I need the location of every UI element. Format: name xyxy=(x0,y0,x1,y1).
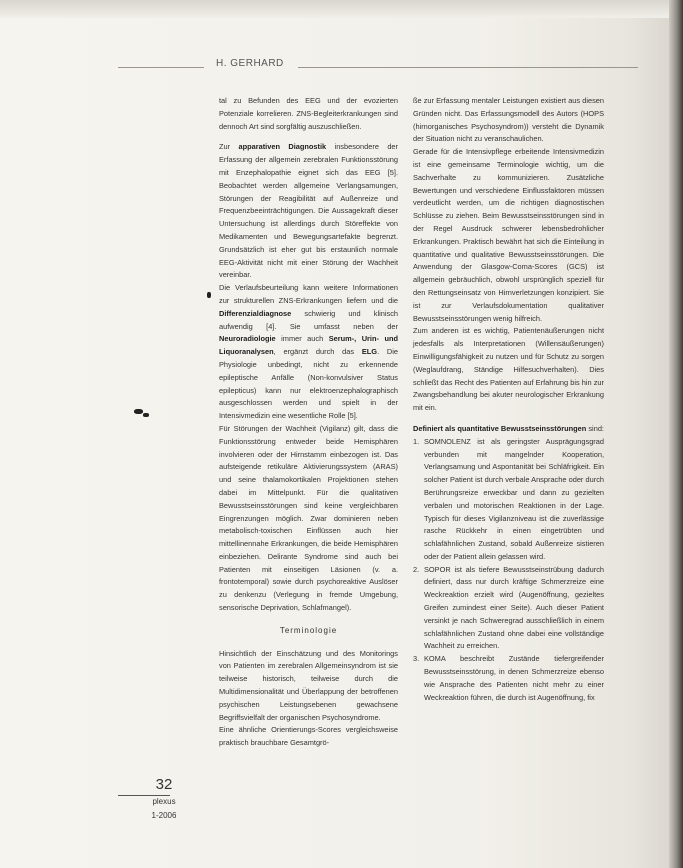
header-rule-left xyxy=(118,67,204,68)
ink-blot xyxy=(143,413,149,417)
definition-heading: Definiert als quantitative Bewusstseinsstörungen sind: xyxy=(413,423,604,433)
page-footer xyxy=(124,776,204,821)
ink-blot xyxy=(207,292,211,298)
paragraph-wachheit: Für Störungen der Wachheit (Vigilanz) gilt, dass die Funktionsstörung entweder beide Hemisphären involvieren oder der Hirnstamm einbezogen ist. Das aufsteigende retikuläre Aktivierungssystem (ARAS) und seine thalamokortikalen Projektionen stehen dabei im Mittelpunkt. Für die qualitativen Bewusstseinsstörungen sind keine vergleichbaren Eingrenzungen möglich. Zwar dominieren neben metabolisch-toxischen Einflüssen auch hier mittellinennahe Erkrankungen, die beide Hemisphären einbeziehen. Delirante Syndrome sind auch bei Patienten mit einseitigen Läsionen (v. a. frontotemporal) sowie durch psychoreaktive Auslöser zu denkenzu (Verlegung in fremde Umgebung, sensorische Deprivation, Schlafmangel). xyxy=(219,423,398,613)
journal-name: plexus xyxy=(152,797,176,806)
paragraph-differenzialdiagnose: Die Verlaufsbeurteilung kann weitere Informationen zur strukturellen ZNS-Erkrankungen liefern und die Differenzialdiagnose schwierig und klinisch aufwendig [4]. Sie umfasst neben der Neuroradiologie immer auch Serum-, Urin- und Liquoranalysen, ergänzt durch das ELG. Die Physiologie unbedingt, nicht zu erkennende epileptische Anfälle (Non-konvulsiver Status epilepticus) kann nur elektroenzephalographisch ausgeschlossen werden und spielt in der Intensivmedizin eine wesentliche Rolle [5]. xyxy=(219,283,398,421)
list-item-koma: 3. KOMA beschreibt Zustände tiefergreifender Bewusstseinsstörung, in denen Schmerzreize ebenso wie Ansprache des Patienten nicht mehr zu einer Weckreaktion führen, die durch ist Augenöffnung, fix xyxy=(413,654,604,702)
paragraph-apparative-diagnostik: Zur apparativen Diagnostik insbesondere der Erfassung der allgemein zerebralen Funktionsstörung mit Enzephalopathie eignet sich das EEG [5]. Beobachtet werden allgemeine Verlangsamungen, Störungen der Reagibilität auf Außenreize und Frequenzbeeinträchtigungen. Die Aussagekraft dieser Untersuchung ist allerdings durch Störeffekte von Medikamenten und Bewegungsartefakte begrenzt. Grundsätzlich ist eher gut bis erstaunlich normale EEG-Aktivität nicht mit einer Störung der Wachheit vereinbar. xyxy=(219,142,399,280)
running-header-author: H. GERHARD xyxy=(216,58,284,69)
list-item-sopor: 2. SOPOR ist als tiefere Bewusstseinstrübung dadurch definiert, dass nur durch kräftige Schmerzreize eine Weckreaktion erzielt wird (Augenöffnung, gezieltes Greifen zumindest einer Seite). Auch dieser Patient versinkt je nach Schweregrad ausschließlich in einem schlafähnlichen Zustand ohne dabei eine vollständige Wachheit zu erreichen. xyxy=(413,564,604,651)
section-heading-terminologie: Terminologie xyxy=(279,625,338,635)
ink-blot xyxy=(134,409,143,414)
book-binding-edge xyxy=(669,0,683,868)
list-item-somnolenz: 1. SOMNOLENZ ist als geringster Ausprägungsgrad verbunden mit mangelnder Kooperation, Verlangsamung und Aspontanität bei Schläfrigkeit. Ein solcher Patient ist durch verbale Ansprache oder durch Berührungsreize erweckbar und dann zu gezielten verbalen und motorischen Reaktionen in der Lage. Typisch für dieses Vigilanzniveau ist die zuverlässige rasche Rückkehr in einen eingetrübten und schlafähnlichen Zustand, sobald Außenreize sistieren oder der Patient allein gelassen wird. xyxy=(413,436,604,561)
page-number: 32 xyxy=(155,776,173,793)
paragraph-terminologie: Hinsichtlich der Einschätzung und des Monitorings von Patienten im zerebralen Allgemeinsyndrom ist sie teilweise historisch, teilweise durch die Multidimensionalität und Überlappung der betroffenen psychischen Leistungsebenen gewachsene Begriffsvielfalt der organischen Psychosyndrome. xyxy=(219,648,398,722)
left-column xyxy=(219,95,398,750)
paragraph-willensaeusserung: Zum anderen ist es wichtig, Patientenäußerungen nicht jedesfalls als Interpretationen (Willensäußerungen) Einwilligungsfähigkeit zu nutzen und für Schutz zu sorgen (Weglaufdrang, Ständige Hilfesuchverhalten). Dies schließt das Recht des Patienten auf Erfahrung bis hin zur Zwangsbehandlung bei akuter neurologischer Erkrankung mit ein. xyxy=(413,326,604,413)
right-column xyxy=(413,95,604,704)
paragraph-scores: Eine ähnliche Orientierungs-Scores vergleichsweise praktisch brauchbare Gesamtgrö- xyxy=(219,725,398,748)
intro-paragraph: tal zu Befunden des EEG und der evozierten Potenziale korrelieren. ZNS-Begleiterkrankungen sind dennoch Art sind sorgfältig auszuschließen. xyxy=(219,96,398,131)
scan-top-shadow xyxy=(0,0,683,18)
journal-issue: 1-2006 xyxy=(151,811,177,820)
paragraph-erfassung: ße zur Erfassung mentaler Leistungen existiert aus diesen Gründen nicht. Das Erfassungsmodell des Autors (HOPS (hirnorganisches Psychosyndrom)) versteht die Dynamik der Situation nicht zu veranschaulichen. xyxy=(413,96,604,144)
header-rule-right xyxy=(298,67,638,68)
paragraph-terminologie-intensiv: Gerade für die Intensivpflege erbeitende Intensivmedizin ist eine gemeinsame Terminologie wichtig, um die Sachverhalte zu kommunizieren. Zusätzliche Bewertungen und verschiedene Einflussfaktoren müssen verdeutlicht werden, um die richtigen diagnostischen Schlüsse zu ziehen. Beim Bewusstseinsstörungen sind in der Regel Ausdruck schwerer lebensbedrohlicher Erkrankungen. Praktisch bewährt hat sich die Einteilung in quantitative und qualitative Bewusstseinsstörungen. Die Anwendung der Glasgow-Coma-Scores (GCS) ist allgemein gebräuchlich, obwohl ursprünglich speziell für den Rettungseinsatz von Hirnverletzungen konzipiert. Sie ist zur Verlaufsdokumentation qualitativer Bewusstseinsstörungen wenig hilfreich. xyxy=(413,147,604,323)
